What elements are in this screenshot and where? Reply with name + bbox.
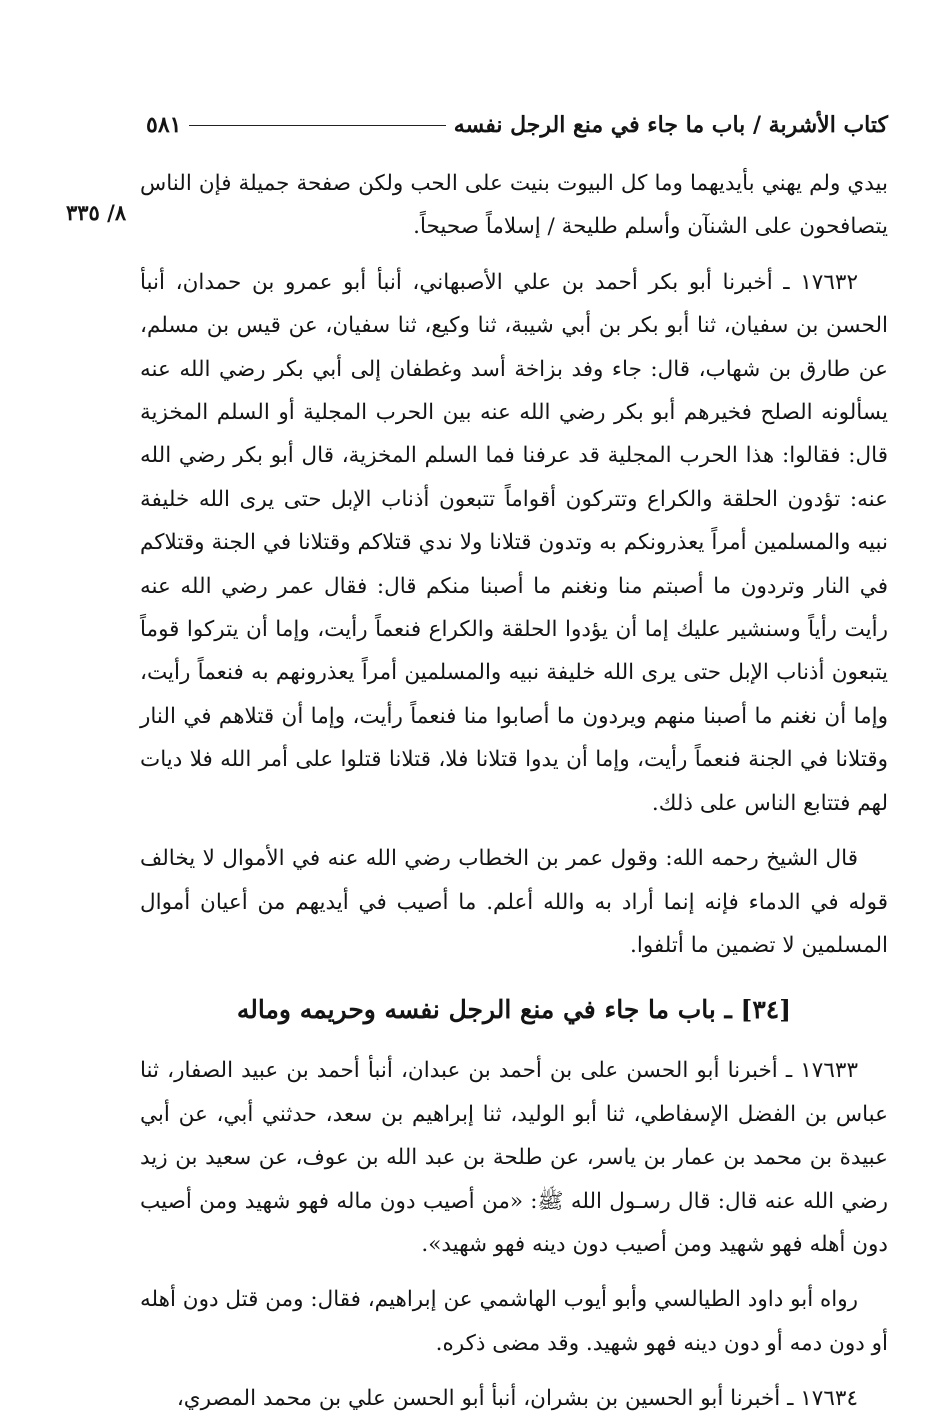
section-heading: [٣٤] ـ باب ما جاء في منع الرجل نفسه وحريمه وماله <box>236 995 792 1025</box>
paragraph-gap <box>140 1266 888 1278</box>
paragraph-gap <box>140 1365 888 1377</box>
paragraph-gap <box>140 825 888 837</box>
paragraph-hadith-17633: ١٧٦٣٣ ـ أخبرنا أبو الحسن على بن أحمد بن عبدان، أنبأ أحمد بن عبيد الصفار، ثنا عباس بن الفضل الإسفاطي، ثنا أبو الوليد، ثنا إبراهيم بن سعد، حدثني أبي، عن أبي عبيدة بن محمد بن عمار بن ياسر، عن طلحة بن عبد الله بن عوف، عن سعيد بن زيد رضي الله عنه قال: قال رسـول الله ﷺ: «من أصيب دون ماله فهو شهيد ومن أصيب دون أهله فهو شهيد ومن أصيب دون دينه فهو شهيد». <box>140 1058 888 1257</box>
body-text <box>140 162 888 1421</box>
paragraph-narration-note: رواه أبو داود الطيالسي وأبو أيوب الهاشمي عن إبراهيم، فقال: ومن قتل دون أهله أو دون دمه أو دون دينه فهو شهيد. وقد مضى ذكره. <box>139 1287 888 1356</box>
running-head <box>146 108 888 142</box>
paragraph-gap <box>140 249 888 261</box>
running-head-rule <box>189 125 445 126</box>
paragraph-hadith-17634: ١٧٦٣٤ ـ أخبرنا أبو الحسين بن بشران، أنبأ أبو الحسن علي بن محمد المصري، <box>176 1386 858 1412</box>
paragraph-hadith-17632: ١٧٦٣٢ ـ أخبرنا أبو بكر أحمد بن علي الأصبهاني، أنبأ أبو عمرو بن حمدان، أنبأ الحسن بن سفيان، ثنا أبو بكر بن أبي شيبة، ثنا وكيع، ثنا سفيان، عن قيس بن مسلم، عن طارق بن شهاب، قال: جاء وفد بزاخة أسد وغطفان إلى أبي بكر رضي الله عنه يسألونه الصلح فخيرهم أبو بكر رضي الله عنه بين الحرب المجلية أو السلم المخزية قال: فقالوا: هذا الحرب المجلية قد عرفنا فما السلم المخزية، قال أبو بكر رضي الله عنه: تؤدون الحلقة والكراع وتتركون أقواماً تتبعون أذناب الإبل حتى يرى الله خليفة نبيه والمسلمين أمراً يعذرونكم به وتدون قتلانا ولا ندي قتلاكم وقتلانا في الجنة وقتلاكم في النار وتردون ما أصبتم منا ونغنم ما أصبنا منكم قال: فقال عمر رضي الله عنه رأيت رأياً وسنشير عليك إما أن يؤدوا الحلقة والكراع فنعماً رأيت، وإما أن يتركوا قوماً يتبعون أذناب الإبل حتى يرى الله خليفة نبيه والمسلمين أمراً يعذرونهم به فنعماً رأيت، وإما أن نغنم ما أصبنا منهم ويردون ما أصابوا منا فنعماً رأيت، وإما أن قتلاهم في النار وقتلانا في الجنة فنعماً رأيت، وإما أن يدوا قتلانا فلا، قتلانا قتلوا على أمر الله فلا ديات لهم فتتابع الناس على ذلك. <box>140 269 888 816</box>
paragraph-sheikh-comment: قال الشيخ رحمه الله: وقول عمر بن الخطاب رضي الله عنه في الأموال لا يخالف قوله في الدماء فإنه إنما أراد به والله أعلم. ما أصيب في أيديهم من أعيان أموال المسلمين لا تضمين ما أتلفوا. <box>140 846 888 958</box>
page-number: ٥٨١ <box>146 112 182 138</box>
running-head-title: كتاب الأشربة / باب ما جاء في منع الرجل نفسه <box>453 112 888 138</box>
margin-reference: ٨/ ٣٣٥ <box>66 200 127 225</box>
paragraph-continuation: بيدي ولم يهني بأيديهما وما كل البيوت بنيت على الحب ولكن صفحة جميلة فإن الناس يتصافحون على الشنآن وأسلم طليحة / إسلاماً صحيحاً. <box>140 171 888 240</box>
